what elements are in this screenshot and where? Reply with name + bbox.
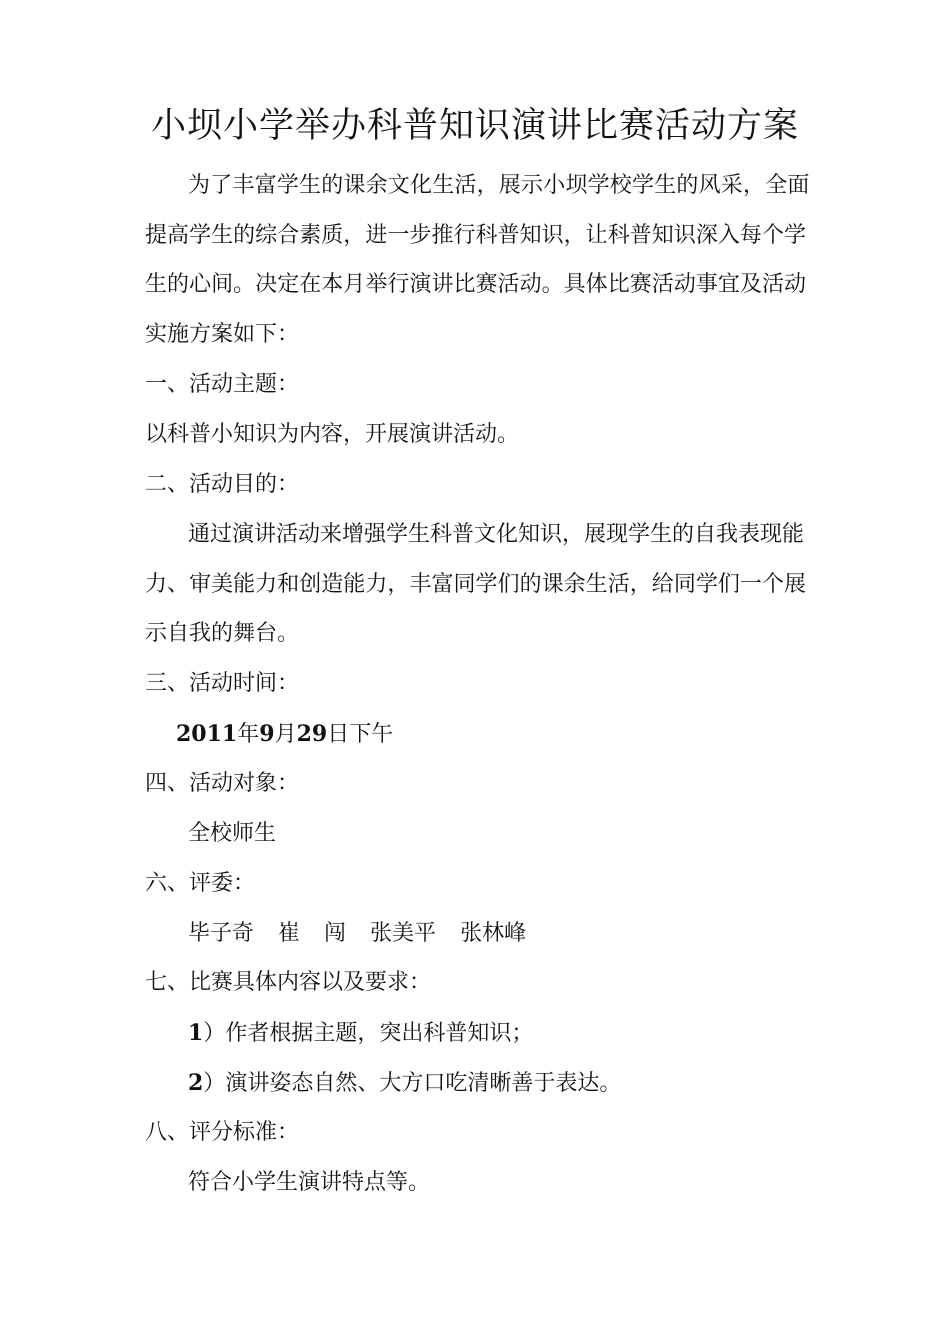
date-year: 2011 <box>176 721 238 747</box>
date-year-unit: 年 <box>237 722 260 747</box>
requirement-text: ）作者根据主题，突出科普知识； <box>203 1021 534 1046</box>
document-title: 小坝小学举办科普知识演讲比赛活动方案 <box>150 106 799 146</box>
section4-text: 全校师生 <box>188 821 277 846</box>
section2-line-1: 通过演讲活动来增强学生科普文化知识，展现学生的自我表现能 <box>188 522 805 547</box>
section7-heading: 七、比赛具体内容以及要求： <box>145 970 432 995</box>
section1-heading: 一、活动主题： <box>145 372 300 397</box>
judges-list <box>188 919 526 949</box>
intro-line-3: 生的心间。决定在本月举行演讲比赛活动。具体比赛活动事宜及活动 <box>145 272 806 297</box>
requirement-item <box>188 1018 533 1049</box>
intro-line-4: 实施方案如下： <box>145 322 300 347</box>
date-month: 9 <box>259 721 275 747</box>
date-month-unit: 月 <box>274 722 297 747</box>
section2-heading: 二、活动目的： <box>145 472 300 497</box>
section2-line-3: 示自我的舞台。 <box>145 621 300 646</box>
date-day-unit: 日下午 <box>327 722 394 747</box>
section6-heading: 六、评委： <box>145 871 256 896</box>
requirement-number: 1 <box>188 1020 204 1046</box>
section3-date <box>176 719 393 750</box>
intro-line-1: 为了丰富学生的课余文化生活，展示小坝学校学生的风采，全面 <box>188 173 810 198</box>
judge-name: 张林峰 <box>460 921 527 946</box>
date-day: 29 <box>296 721 328 747</box>
judge-name: 崔 <box>278 921 301 946</box>
section1-text: 以科普小知识为内容，开展演讲活动。 <box>145 422 520 447</box>
section8-heading: 八、评分标准： <box>145 1120 300 1145</box>
requirement-text: ）演讲姿态自然、大方口吃清晰善于表达。 <box>203 1071 622 1096</box>
section3-heading: 三、活动时间： <box>145 671 300 696</box>
requirement-number: 2 <box>188 1070 204 1096</box>
judge-name: 张美平 <box>370 921 437 946</box>
intro-line-2: 提高学生的综合素质，进一步推行科普知识，让科普知识深入每个学 <box>145 223 806 248</box>
section8-text: 符合小学生演讲特点等。 <box>188 1170 431 1195</box>
judge-name: 毕子奇 <box>188 921 255 946</box>
section2-line-2: 力、审美能力和创造能力，丰富同学们的课余生活，给同学们一个展 <box>145 572 806 597</box>
section4-heading: 四、活动对象： <box>145 771 300 796</box>
requirement-item <box>188 1068 621 1099</box>
judge-name: 闯 <box>324 921 347 946</box>
